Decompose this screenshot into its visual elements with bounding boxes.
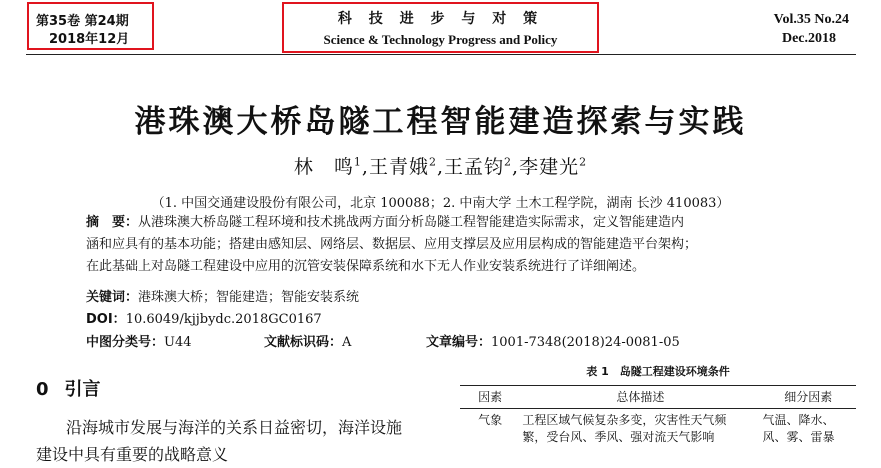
table-header-subfactor: 细分因素 [760,386,856,409]
body-line: 沿海城市发展与海洋的关系日益密切，海洋设施 [66,418,403,437]
table-cell-subfactor [760,409,856,450]
clc-code: U44 [164,335,192,350]
doc-code-label: 文献标识码： [264,335,343,350]
author-affil-mark: 2 [504,155,513,169]
section-title: 引言 [64,379,101,400]
abstract-line: 涵和应具有的基本功能；搭建由感知层、网络层、数据层、应用支撑层及应用层构成的智能建造平台架构； [86,237,698,252]
description-line: 繁，受台风、季风、强对流天气影响 [522,430,715,444]
doi: 10.6049/kjjbydc.2018GC0167 [125,312,322,327]
abstract-line [86,212,802,234]
body-paragraph [36,414,446,468]
keywords-line [86,286,359,305]
clc-label: 中图分类号： [86,335,165,350]
author-separator: , [512,156,520,178]
doc-code: A [342,335,352,350]
author-list [0,152,881,179]
abstract-label: 摘 要： [86,215,139,230]
volume-issue-en: Vol.35 No.24 [773,12,849,27]
section-number: 0 [36,379,49,400]
issue-date: 2018年12月 [49,32,130,47]
doi-line [86,308,322,327]
subfactor-line: 气温、降水、 [762,413,835,427]
journal-name-block [282,8,599,48]
subfactor-line: 风、雾、雷暴 [762,430,835,444]
article-no-line [426,331,680,350]
author-name: 王孟钧 [444,156,505,178]
table-cell-factor: 气象 [478,413,503,427]
description-line: 工程区域气候复杂多变，灾害性天气频 [522,413,727,427]
author-separator: , [361,156,369,178]
table-row [460,409,856,450]
author-name: 王青娥 [368,156,429,178]
author-separator: , [436,156,445,178]
doc-code-line [264,331,351,350]
table-header-description: 总体描述 [520,386,760,409]
table-caption: 表 1 岛隧工程建设环境条件 [586,365,730,378]
journal-name-cn: 科 技 进 步 与 对 策 [337,11,544,27]
clc-line [86,331,192,350]
abstract [86,212,802,278]
table-header-factor: 因素 [460,386,520,409]
keywords-label: 关键词： [86,290,139,305]
author-affil-mark: 2 [428,155,437,169]
journal-name-en: Science & Technology Progress and Policy [323,32,558,47]
table-header-row [460,386,856,409]
volume-issue: 第35卷 第24期 [36,14,129,29]
header-rule [26,54,856,55]
doi-label: DOI： [86,312,126,327]
affiliation: （1. 中国交通建设股份有限公司，北京 100088；2. 中南大学 土木工程学院，湖南 长沙 410083） [151,196,730,211]
abstract-text: 从港珠澳大桥岛隧工程环境和技术挑战两方面分析岛隧工程智能建造实际需求，定义智能建造内 [138,215,685,230]
article-title: 港珠澳大桥岛隧工程智能建造探索与实践 [134,104,747,140]
article-no-label: 文章编号： [426,335,492,350]
table-cell-description [520,409,760,450]
author-name: 林 鸣 [293,156,354,178]
author-affil-mark: 2 [579,155,588,169]
body-line: 建设中具有重要的战略意义 [36,445,229,464]
author-affil-mark: 1 [353,155,362,169]
abstract-line: 在此基础上对岛隧工程建设中应用的沉管安装保障系统和水下无人作业安装系统进行了详细阐述。 [86,259,646,274]
environment-table [460,385,856,449]
article-no: 1001-7348(2018)24-0081-05 [491,335,680,350]
keywords: 港珠澳大桥；智能建造；智能安装系统 [138,290,360,305]
section-heading [36,375,101,401]
author-name: 李建光 [519,156,580,178]
issue-date-en: Dec.2018 [781,31,836,46]
